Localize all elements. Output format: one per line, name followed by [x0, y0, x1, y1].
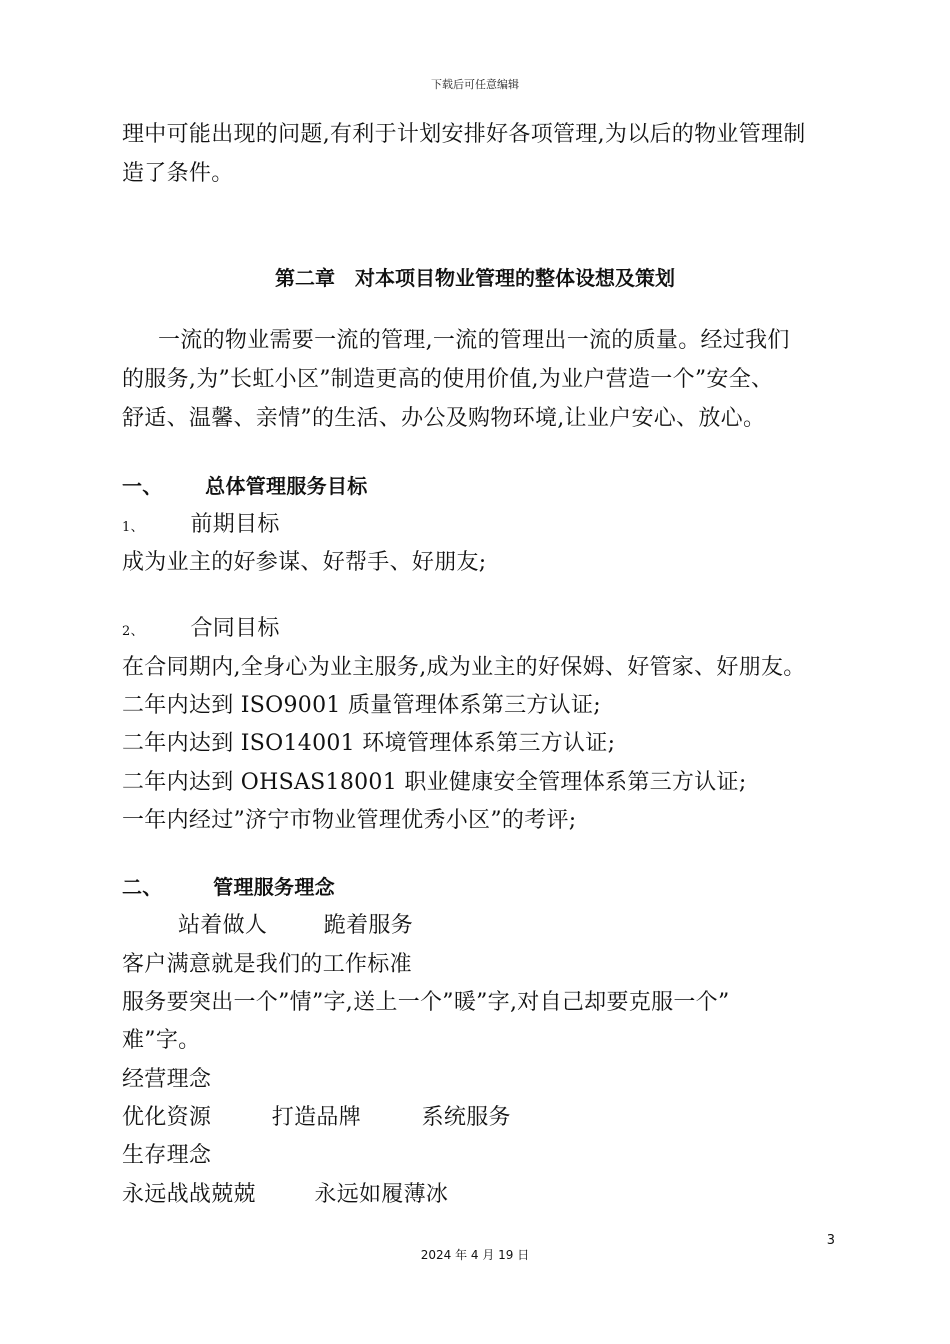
item2-number: 2、	[122, 624, 144, 639]
service-line-1: 服务要突出一个”情”字,送上一个”暖”字,对自己却要克服一个”	[122, 990, 730, 1015]
section1-heading	[122, 471, 368, 501]
section2-number: 二、	[122, 875, 163, 899]
standard-line: 客户满意就是我们的工作标准	[122, 952, 412, 977]
motto-b: 跪着服务	[323, 913, 413, 938]
survival-item: 永远如履薄冰	[314, 1182, 449, 1207]
item2-line-1: 在合同期内,全身心为业主服务,成为业主的好保姆、好管家、好朋友。	[122, 655, 806, 680]
item1-number: 1、	[122, 520, 144, 535]
business-item: 打造品牌	[271, 1105, 361, 1130]
business-item: 系统服务	[421, 1105, 511, 1130]
motto-a: 站着做人	[178, 913, 268, 938]
business-items	[122, 1103, 511, 1133]
page-footer-date: 2024 年 4 月 19 日	[420, 1248, 530, 1262]
business-label: 经营理念	[122, 1067, 212, 1092]
item2-line-2: 二年内达到 ISO9001 质量管理体系第三方认证;	[122, 693, 601, 718]
motto-line	[178, 911, 413, 941]
section1-title: 总体管理服务目标	[205, 474, 368, 498]
survival-label: 生存理念	[122, 1143, 212, 1168]
survival-items	[122, 1180, 448, 1210]
item1-text: 成为业主的好参谋、好帮手、好朋友;	[122, 550, 487, 575]
item1-title: 前期目标	[190, 512, 280, 537]
page-header: 下载后可任意编辑	[431, 78, 519, 91]
item2-heading	[122, 614, 280, 647]
survival-item: 永远战战兢兢	[122, 1182, 256, 1207]
section2-title: 管理服务理念	[213, 875, 335, 899]
item2-line-5: 一年内经过”济宁市物业管理优秀小区”的考评;	[122, 808, 577, 833]
item1-heading	[122, 510, 280, 543]
page-number: 3	[826, 1233, 835, 1248]
item2-title: 合同目标	[190, 616, 280, 641]
intro-line-1: 理中可能出现的问题,有利于计划安排好各项管理,为以后的物业管理制	[122, 122, 806, 147]
chapter-title: 第二章 对本项目物业管理的整体设想及策划	[275, 266, 675, 290]
section1-number: 一、	[122, 474, 163, 498]
intro-line-2: 造了条件。	[122, 161, 234, 186]
business-item: 优化资源	[122, 1105, 212, 1130]
para1-line-3: 舒适、温馨、亲情”的生活、办公及购物环境,让业户安心、放心。	[122, 406, 766, 431]
item2-line-4: 二年内达到 OHSAS18001 职业健康安全管理体系第三方认证;	[122, 770, 747, 795]
para1-line-2: 的服务,为”长虹小区”制造更高的使用价值,为业户营造一个”安全、	[122, 367, 774, 392]
section2-heading	[122, 872, 335, 902]
para1-line-1: 一流的物业需要一流的管理,一流的管理出一流的质量。经过我们	[158, 328, 790, 353]
item2-line-3: 二年内达到 ISO14001 环境管理体系第三方认证;	[122, 731, 616, 756]
service-line-2: 难”字。	[122, 1028, 201, 1053]
